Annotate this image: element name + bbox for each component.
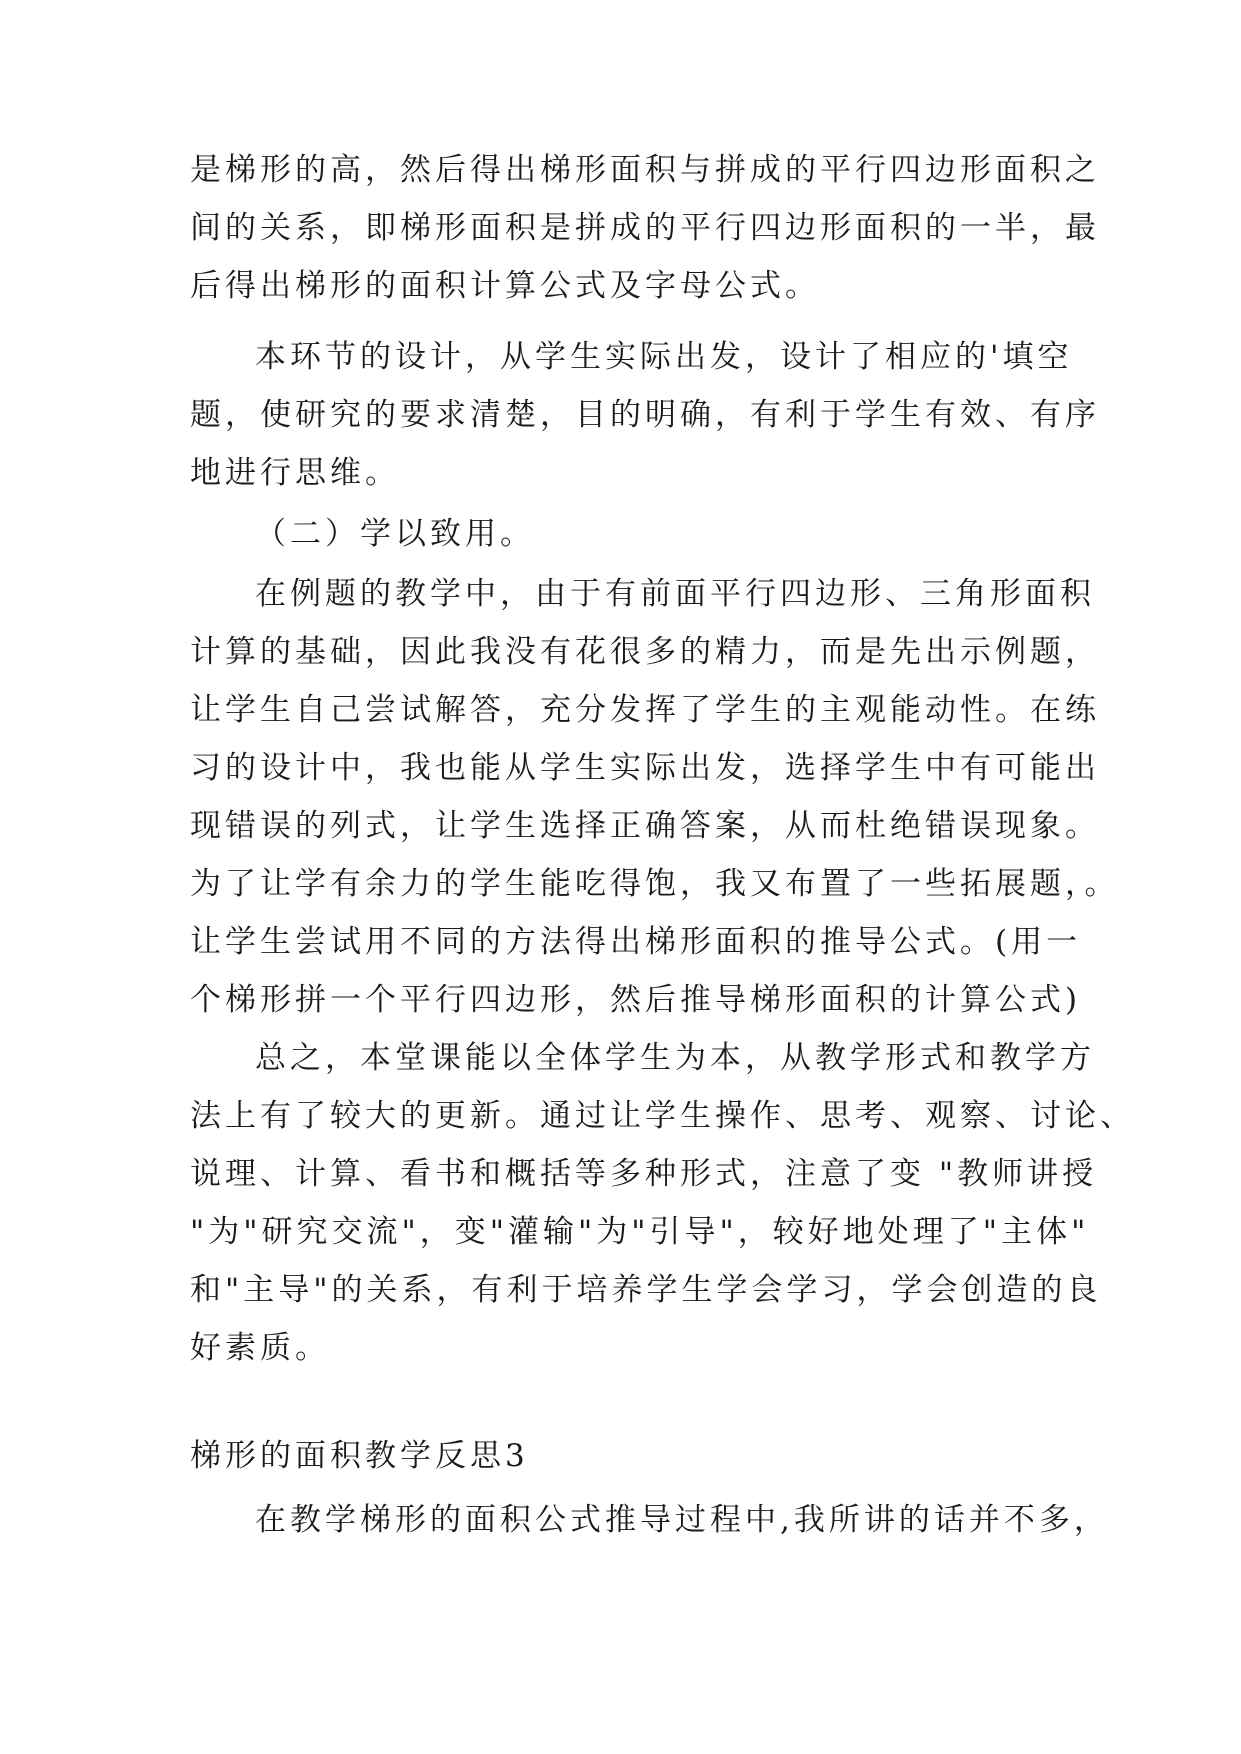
text-line: 法上有了较大的更新。通过让学生操作、思考、观察、讨论、 xyxy=(190,1098,1135,1134)
text-line: 为了让学有余力的学生能吃得饱，我又布置了一些拓展题，。 xyxy=(190,866,1120,902)
text-line: 题，使研究的要求清楚，目的明确，有利于学生有效、有序 xyxy=(190,397,1100,433)
text-line: 好素质。 xyxy=(190,1330,330,1366)
text-line: 和"主导"的关系，有利于培养学生学会学习，学会创造的良 xyxy=(190,1272,1102,1308)
text-line: 是梯形的高，然后得出梯形面积与拼成的平行四边形面积之 xyxy=(190,152,1100,188)
text-line: 计算的基础，因此我没有花很多的精力，而是先出示例题， xyxy=(190,634,1100,670)
paragraph-first-line: 总之，本堂课能以全体学生为本，从教学形式和教学方 xyxy=(255,1040,1095,1076)
section-heading: （二）学以致用。 xyxy=(255,516,535,552)
text-line: 让学生尝试用不同的方法得出梯形面积的推导公式。(用一 xyxy=(190,924,1082,960)
text-line: 习的设计中，我也能从学生实际出发，选择学生中有可能出 xyxy=(190,750,1100,786)
text-line: 间的关系，即梯形面积是拼成的平行四边形面积的一半，最 xyxy=(190,210,1100,246)
text-line: 地进行思维。 xyxy=(190,455,400,491)
text-line: 后得出梯形的面积计算公式及字母公式。 xyxy=(190,268,820,304)
paragraph-first-line: 在教学梯形的面积公式推导过程中,我所讲的话并不多， xyxy=(255,1502,1109,1538)
paragraph-first-line: 本环节的设计，从学生实际出发，设计了相应的'填空 xyxy=(255,339,1073,375)
paragraph-first-line: 在例题的教学中，由于有前面平行四边形、三角形面积 xyxy=(255,576,1095,612)
text-line: "为"研究交流"，变"灌输"为"引导"，较好地处理了"主体" xyxy=(190,1214,1090,1250)
text-line: 让学生自己尝试解答，充分发挥了学生的主观能动性。在练 xyxy=(190,692,1100,728)
text-line: 现错误的列式，让学生选择正确答案，从而杜绝错误现象。 xyxy=(190,808,1100,844)
text-line: 个梯形拼一个平行四边形，然后推导梯形面积的计算公式) xyxy=(190,982,1082,1018)
text-line: 说理、计算、看书和概括等多种形式，注意了变 "教师讲授 xyxy=(190,1156,1098,1192)
article-title: 梯形的面积教学反思3 xyxy=(190,1438,529,1474)
